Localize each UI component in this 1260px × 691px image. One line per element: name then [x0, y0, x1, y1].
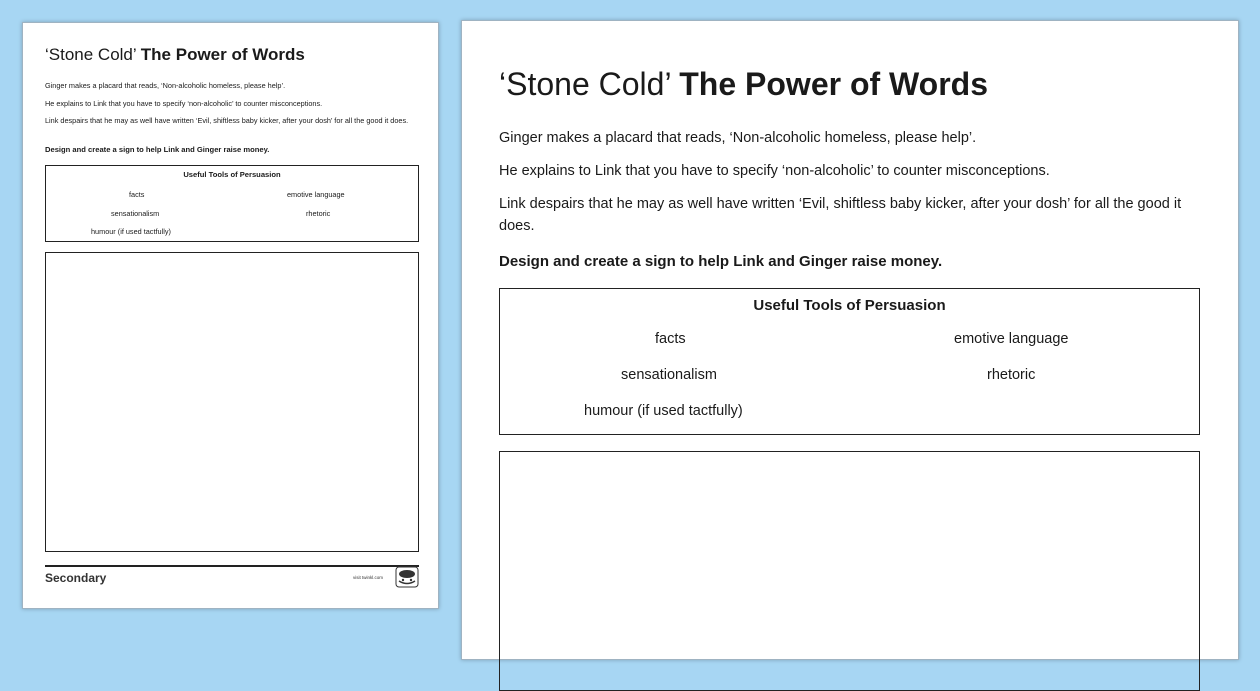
paragraph-1: Ginger makes a placard that reads, ‘Non-alcoholic homeless, please help’. — [499, 130, 977, 146]
footer-label: Secondary — [45, 571, 107, 585]
paragraph-3: Link despairs that he may as well have written ‘Evil, shiftless baby kicker, after your dosh’ for all the good it does. — [45, 116, 409, 125]
title-prefix: ‘Stone Cold’ — [45, 45, 137, 64]
twinkl-logo-icon — [395, 566, 419, 588]
tool-item: emotive language — [287, 190, 345, 199]
tools-box-title: Useful Tools of Persuasion — [753, 297, 946, 314]
tool-item: sensationalism — [111, 209, 160, 218]
persuasion-tools-box — [499, 288, 1200, 435]
tool-item: humour (if used tactfully) — [91, 227, 171, 236]
tool-item: emotive language — [954, 331, 1069, 347]
worksheet-thumbnail — [22, 22, 439, 609]
paragraph-1: Ginger makes a placard that reads, ‘Non-alcoholic homeless, please help’. — [45, 81, 286, 90]
worksheet-title — [499, 66, 988, 103]
title-prefix: ‘Stone Cold’ — [499, 66, 671, 102]
footer-divider — [45, 565, 419, 567]
persuasion-tools-box — [45, 165, 419, 242]
title-main: The Power of Words — [140, 45, 305, 64]
worksheet-title — [45, 45, 305, 65]
tool-item: humour (if used tactfully) — [584, 403, 743, 419]
instruction: Design and create a sign to help Link and Ginger raise money. — [499, 253, 943, 270]
tool-item: facts — [129, 190, 145, 199]
tool-item: rhetoric — [987, 367, 1036, 383]
tools-box-title: Useful Tools of Persuasion — [183, 170, 281, 179]
tool-item: rhetoric — [306, 209, 331, 218]
title-main: The Power of Words — [679, 66, 989, 102]
footer-url: visit twinkl.com — [353, 575, 384, 580]
worksheet-detail — [461, 20, 1239, 660]
tool-item: facts — [655, 331, 686, 347]
paragraph-2: He explains to Link that you have to specify ‘non-alcoholic’ to counter misconceptions. — [499, 163, 1050, 179]
instruction: Design and create a sign to help Link and Ginger raise money. — [45, 145, 270, 154]
tool-item: sensationalism — [621, 367, 717, 383]
paragraph-3: Link despairs that he may as well have written ‘Evil, shiftless baby kicker, after your dosh’ for all the good it does. — [499, 196, 1182, 234]
paragraph-2: He explains to Link that you have to specify ‘non-alcoholic’ to counter misconceptions. — [45, 99, 323, 108]
sign-design-area[interactable] — [45, 252, 419, 552]
sign-design-area[interactable] — [499, 451, 1200, 691]
